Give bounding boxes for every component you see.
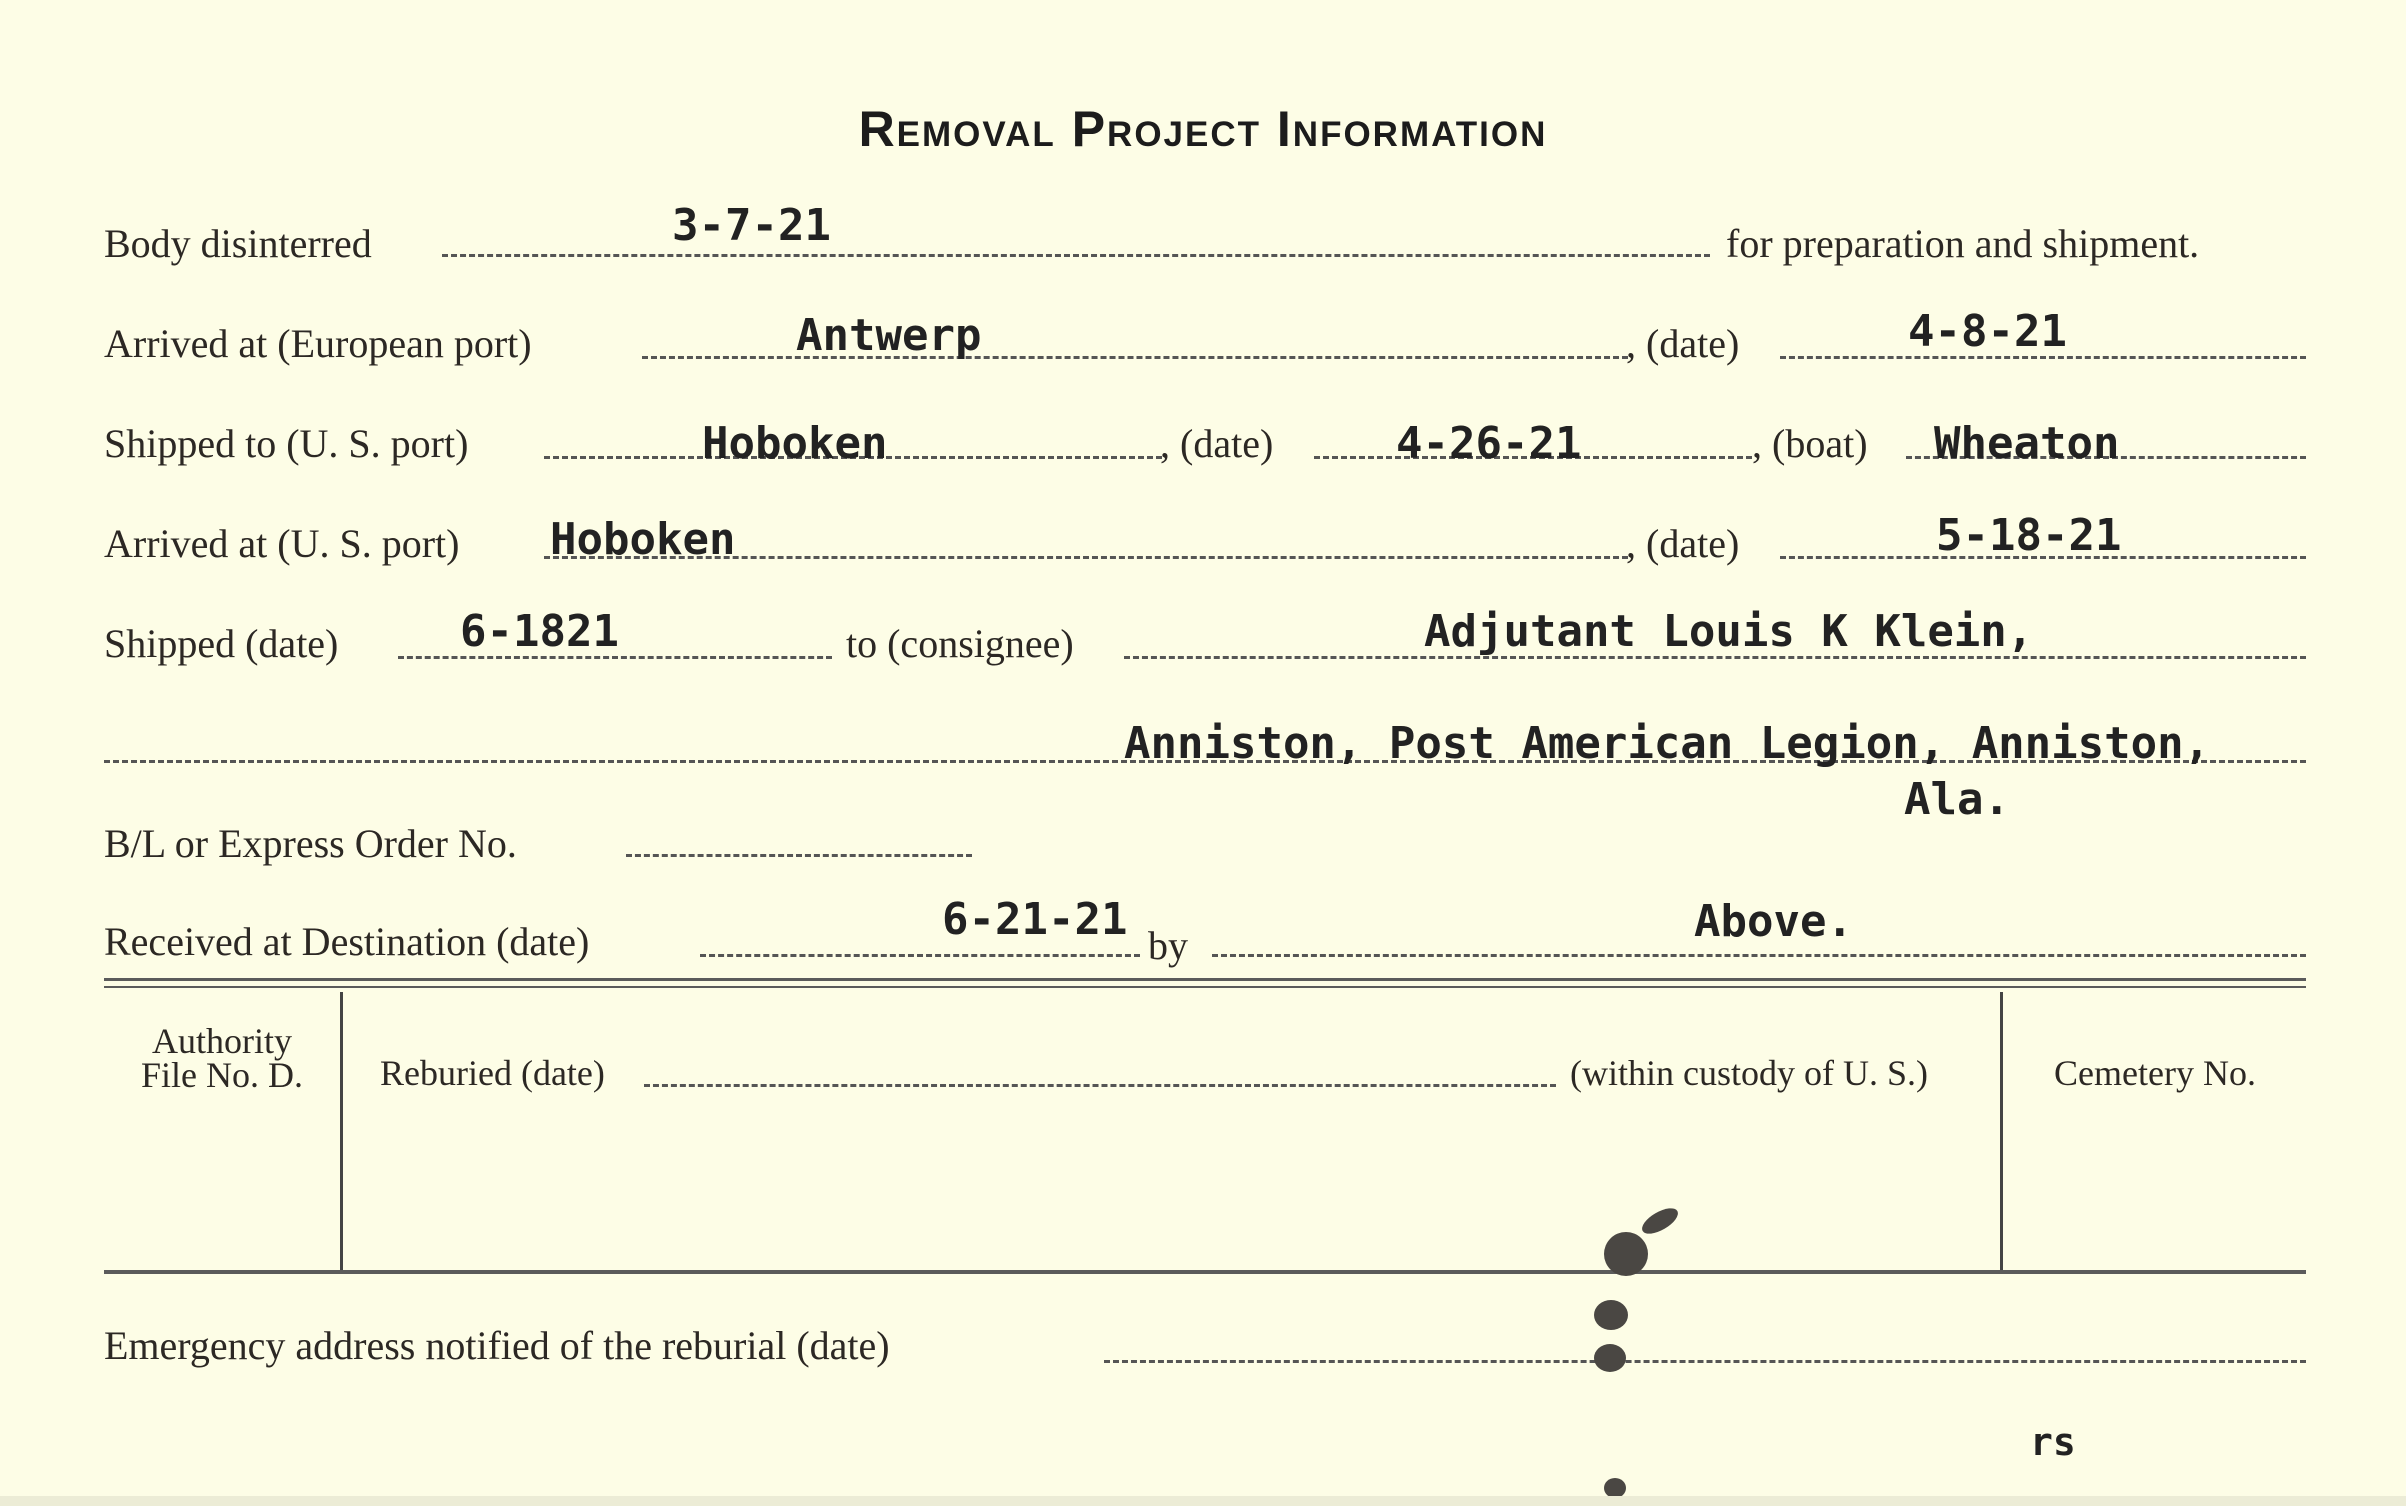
received-by-line — [1212, 954, 2306, 957]
body-disinterred-label: Body disinterred — [104, 221, 372, 266]
consignee-line1: Adjutant Louis K Klein, — [1424, 606, 2034, 657]
arrived-european-date-label: , (date) — [1626, 321, 1740, 366]
ink-blot — [1594, 1344, 1626, 1372]
authority-label-line1: Authority — [152, 1021, 292, 1061]
arrived-european-date: 4-8-21 — [1908, 306, 2067, 357]
card-edge — [0, 1496, 2406, 1506]
shipped-us-date: 4-26-21 — [1396, 418, 1582, 469]
shipped-us-date-label: , (date) — [1160, 421, 1274, 466]
arrived-european-line — [642, 356, 1628, 359]
shipped-us-label: Shipped to (U. S. port) — [104, 421, 469, 466]
section-rule-bottom — [104, 1270, 2306, 1274]
arrived-us-date-label: , (date) — [1626, 521, 1740, 566]
section-rule-top-2 — [104, 986, 2306, 988]
arrived-european-value: Antwerp — [796, 310, 982, 361]
authority-label-line2: File No. D. — [141, 1055, 303, 1095]
cemetery-label: Cemetery No. — [2054, 1053, 2256, 1093]
emergency-label: Emergency address notified of the reburial (date) — [104, 1323, 890, 1368]
reburied-line — [644, 1084, 1556, 1087]
arrived-european-label: Arrived at (European port) — [104, 321, 532, 366]
section-rule-top — [104, 978, 2306, 981]
arrived-us-value: Hoboken — [550, 514, 736, 565]
received-by-value: Above. — [1694, 896, 1853, 947]
bl-order-label: B/L or Express Order No. — [104, 821, 517, 866]
shipped-us-boat-label: , (boat) — [1752, 421, 1868, 466]
card-title: Removal Project Information — [858, 101, 1548, 157]
received-date: 6-21-21 — [942, 894, 1128, 945]
ink-blot — [1604, 1232, 1648, 1276]
ink-blot — [1638, 1203, 1682, 1239]
shipped-us-value: Hoboken — [702, 418, 888, 469]
reburied-label: Reburied (date) — [380, 1053, 605, 1093]
shipped-date-label: Shipped (date) — [104, 621, 339, 666]
ink-blot — [1604, 1478, 1626, 1498]
body-disinterred-line — [442, 254, 1710, 257]
received-date-line — [700, 954, 1140, 957]
shipped-us-boat: Wheaton — [1934, 418, 2120, 469]
bl-order-line — [626, 854, 972, 857]
consignee-label: to (consignee) — [846, 621, 1074, 666]
table-divider-right — [2000, 992, 2003, 1270]
table-divider-left — [340, 992, 343, 1270]
received-by-label: by — [1148, 923, 1188, 968]
custody-label: (within custody of U. S.) — [1570, 1053, 1928, 1093]
emergency-line — [1104, 1360, 2306, 1363]
shipped-date-value: 6-1821 — [460, 606, 619, 657]
arrived-us-label: Arrived at (U. S. port) — [104, 521, 460, 566]
consignee-line2: Anniston, Post American Legion, Anniston, — [1124, 718, 2211, 769]
body-disinterred-value: 3-7-21 — [672, 200, 831, 251]
ink-blot — [1594, 1300, 1628, 1330]
arrived-us-date: 5-18-21 — [1936, 510, 2122, 561]
received-label: Received at Destination (date) — [104, 919, 590, 964]
body-disinterred-suffix: for preparation and shipment. — [1726, 221, 2200, 266]
consignee-line3: Ala. — [1904, 774, 2010, 825]
clerk-initials: rs — [2030, 1420, 2076, 1464]
